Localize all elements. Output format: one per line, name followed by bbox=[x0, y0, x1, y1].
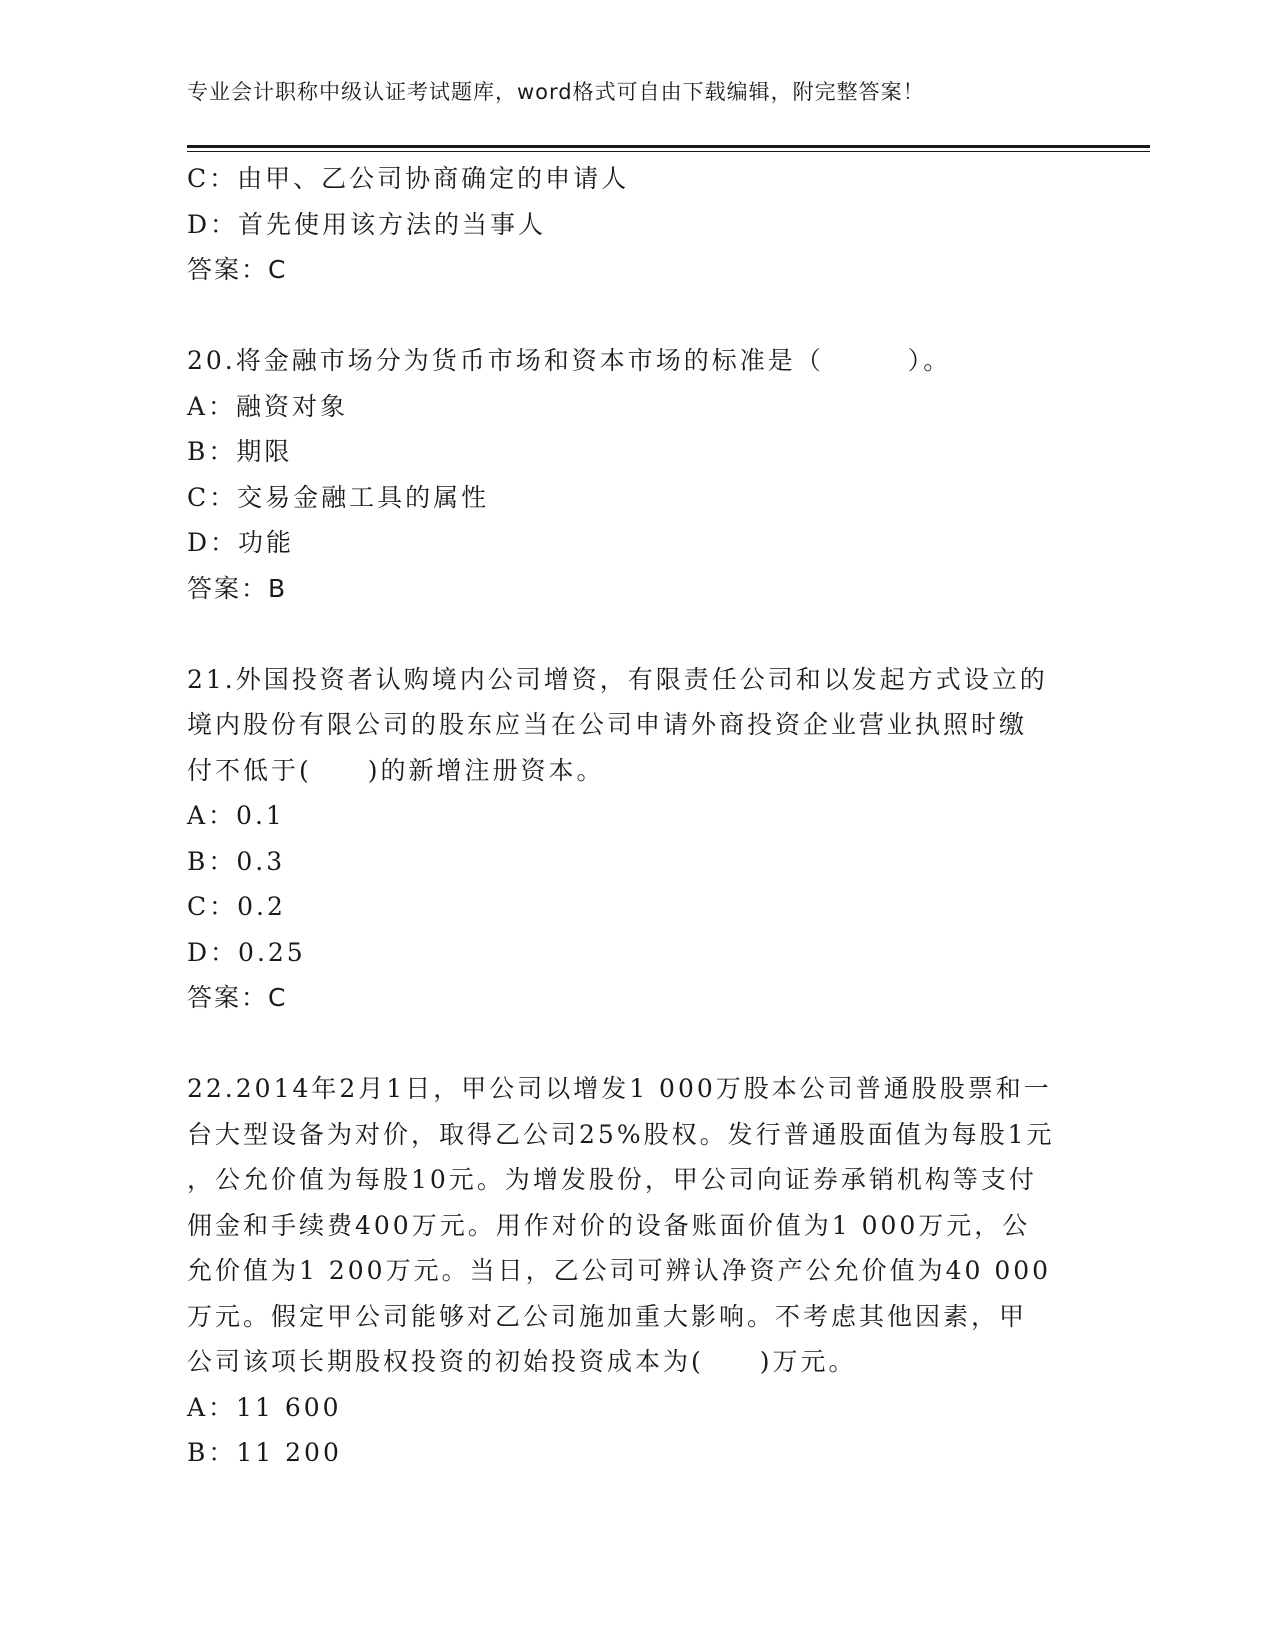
option-a: A：0.1 bbox=[187, 801, 285, 830]
question-20 bbox=[187, 338, 1087, 611]
question-stem-line: 台大型设备为对价，取得乙公司25%股权。发行普通股面值为每股1元 bbox=[187, 1119, 1055, 1149]
question-stem-line: 付不低于( )的新增注册资本。 bbox=[187, 755, 605, 785]
option-c: C：交易金融工具的属性 bbox=[187, 482, 490, 512]
option-d: D：首先使用该方法的当事人 bbox=[187, 209, 547, 239]
option-a: A：融资对象 bbox=[187, 391, 349, 421]
option-b: B：11 200 bbox=[187, 1438, 342, 1467]
question-stem-line: 佣金和手续费400万元。用作对价的设备账面价值为1 000万元，公 bbox=[187, 1210, 1031, 1240]
spacer bbox=[187, 1021, 1087, 1067]
question-stem-line: 公司该项长期股权投资的初始投资成本为( )万元。 bbox=[187, 1347, 857, 1376]
question-22 bbox=[187, 1066, 1087, 1476]
answer-label: 答案：C bbox=[187, 983, 288, 1012]
answer-label: 答案：C bbox=[187, 255, 288, 284]
question-stem-line: 22.2014年2月1日，甲公司以增发1 000万股本公司普通股股票和一 bbox=[187, 1074, 1052, 1103]
option-b: B：期限 bbox=[187, 437, 293, 466]
question-stem-line: 21.外国投资者认购境内公司增资，有限责任公司和以发起方式设立的 bbox=[187, 664, 1048, 694]
header-divider-thin bbox=[187, 151, 1150, 152]
page-header: 专业会计职称中级认证考试题库，word格式可自由下载编辑，附完整答案！ bbox=[187, 80, 925, 104]
answer-label: 答案：B bbox=[187, 573, 288, 603]
option-c: C：由甲、乙公司协商确定的申请人 bbox=[187, 164, 630, 193]
question-19-tail bbox=[187, 156, 1087, 293]
question-stem-line: 万元。假定甲公司能够对乙公司施加重大影响。不考虑其他因素，甲 bbox=[187, 1301, 1028, 1331]
option-d: D：功能 bbox=[187, 528, 295, 557]
question-content bbox=[187, 156, 1087, 1476]
option-b: B：0.3 bbox=[187, 846, 286, 876]
question-21 bbox=[187, 657, 1087, 1021]
question-stem-line: ，公允价值为每股10元。为增发股份，甲公司向证券承销机构等支付 bbox=[187, 1165, 1037, 1194]
header-divider-thick bbox=[187, 145, 1150, 148]
option-c: C：0.2 bbox=[187, 892, 286, 921]
option-d: D：0.25 bbox=[187, 937, 306, 967]
spacer bbox=[187, 611, 1087, 657]
spacer bbox=[187, 293, 1087, 339]
question-stem-line: 允价值为1 200万元。当日，乙公司可辨认净资产公允价值为40 000 bbox=[187, 1256, 1052, 1285]
option-a: A：11 600 bbox=[187, 1392, 342, 1422]
question-stem-line: 境内股份有限公司的股东应当在公司申请外商投资企业营业执照时缴 bbox=[187, 710, 1028, 739]
question-stem: 20.将金融市场分为货币市场和资本市场的标准是（ ）。 bbox=[187, 346, 952, 375]
